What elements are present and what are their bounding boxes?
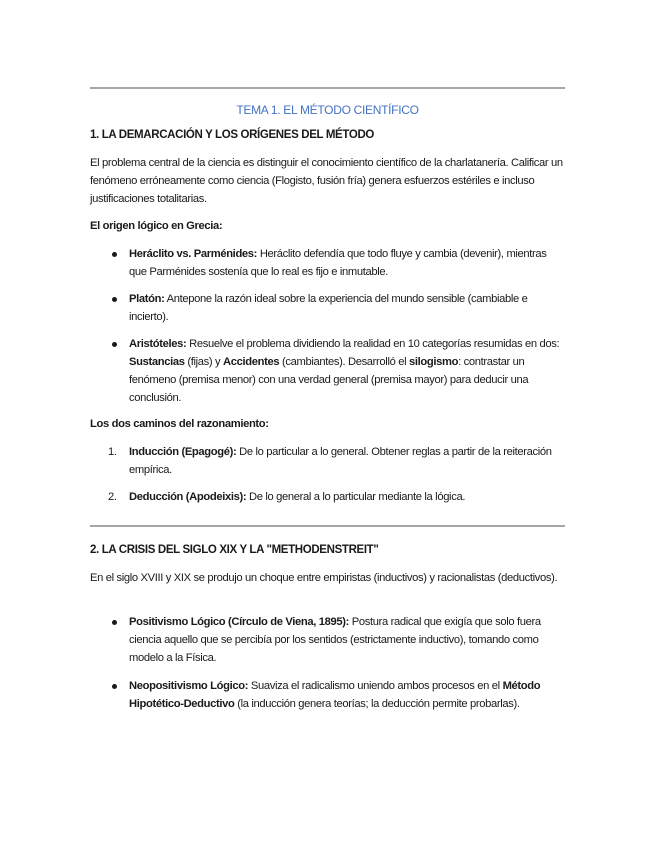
item-text: Heráclito defendía que todo fluye y cambia (devenir), mientras que Parménides sostenía que lo real es fijo e inmutable. <box>129 248 547 278</box>
item-text: Antepone la razón ideal sobre la experiencia del mundo sensible (cambiable e incierto). <box>129 293 528 323</box>
item-text: : contrastar un fenómeno (premisa menor) con una verdad general (premisa mayor) para deducir una conclusión. <box>129 356 529 404</box>
list-item <box>90 290 565 326</box>
item-text: (la inducción genera teorías; la deducción permite probarlas). <box>237 698 520 710</box>
item-term: Platón: <box>129 293 165 305</box>
bullet-icon <box>112 252 117 257</box>
bullet-icon <box>112 342 117 347</box>
section1-intro: El problema central de la ciencia es distinguir el conocimiento científico de la charlatanería. Calificar un fenómeno erróneamente como ciencia (Flogisto, fusión fría) genera esfuerzos estériles e incluso justificaciones totalitarias. <box>90 157 563 205</box>
bullet-icon <box>112 620 117 625</box>
item-term: Aristóteles: <box>129 338 187 350</box>
item-number: 2. <box>108 491 117 503</box>
bullet-icon <box>112 297 117 302</box>
list-item <box>90 335 565 407</box>
top-divider <box>90 87 565 89</box>
item-term: Inducción (Epagogé): <box>129 446 237 458</box>
item-term: Deducción (Apodeixis): <box>129 491 247 503</box>
item-term: Accidentes <box>223 356 280 368</box>
greece-heading: El origen lógico en Grecia: <box>90 220 223 232</box>
item-text: Resuelve el problema dividiendo la realidad en 10 categorías resumidas en dos: <box>189 338 560 350</box>
item-term: Sustancias <box>129 356 185 368</box>
item-text: Postura radical que exigía que solo fuera ciencia aquello que se percibía por los sentidos (estrictamente inductivo), tomando como modelo a la Física. <box>129 616 541 664</box>
item-term: Método Hipotético-Deductivo <box>129 680 541 710</box>
item-text: (cambiantes). Desarrolló el <box>281 356 407 368</box>
item-text: Suaviza el radicalismo uniendo ambos procesos en el <box>250 680 500 692</box>
item-term: Positivismo Lógico (Círculo de Viena, 1895): <box>129 616 350 628</box>
list-item <box>90 245 565 281</box>
item-term: Neopositivismo Lógico: <box>129 680 249 692</box>
section1-heading: 1. LA DEMARCACIÓN Y LOS ORÍGENES DEL MÉTODO <box>90 129 374 141</box>
reasoning-heading: Los dos caminos del razonamiento: <box>90 418 269 430</box>
item-term: Heráclito vs. Parménides: <box>129 248 258 260</box>
list-item <box>90 677 565 713</box>
list-item <box>90 443 565 479</box>
section2-intro: En el siglo XVIII y XIX se produjo un choque entre empiristas (inductivos) y racionalistas (deductivos). <box>90 572 558 584</box>
section-divider <box>90 525 565 527</box>
item-text: De lo particular a lo general. Obtener reglas a partir de la reiteración empírica. <box>129 446 552 476</box>
list-item <box>90 613 565 667</box>
bullet-icon <box>112 684 117 689</box>
item-term: silogismo <box>408 356 459 368</box>
item-text: (fijas) y <box>187 356 221 368</box>
section2-heading: 2. LA CRISIS DEL SIGLO XIX Y LA "METHODENSTREIT" <box>90 544 379 556</box>
document-title: TEMA 1. EL MÉTODO CIENTÍFICO <box>236 103 419 117</box>
list-item <box>90 488 565 506</box>
item-number: 1. <box>108 446 117 458</box>
item-text: De lo general a lo particular mediante la lógica. <box>249 491 466 503</box>
